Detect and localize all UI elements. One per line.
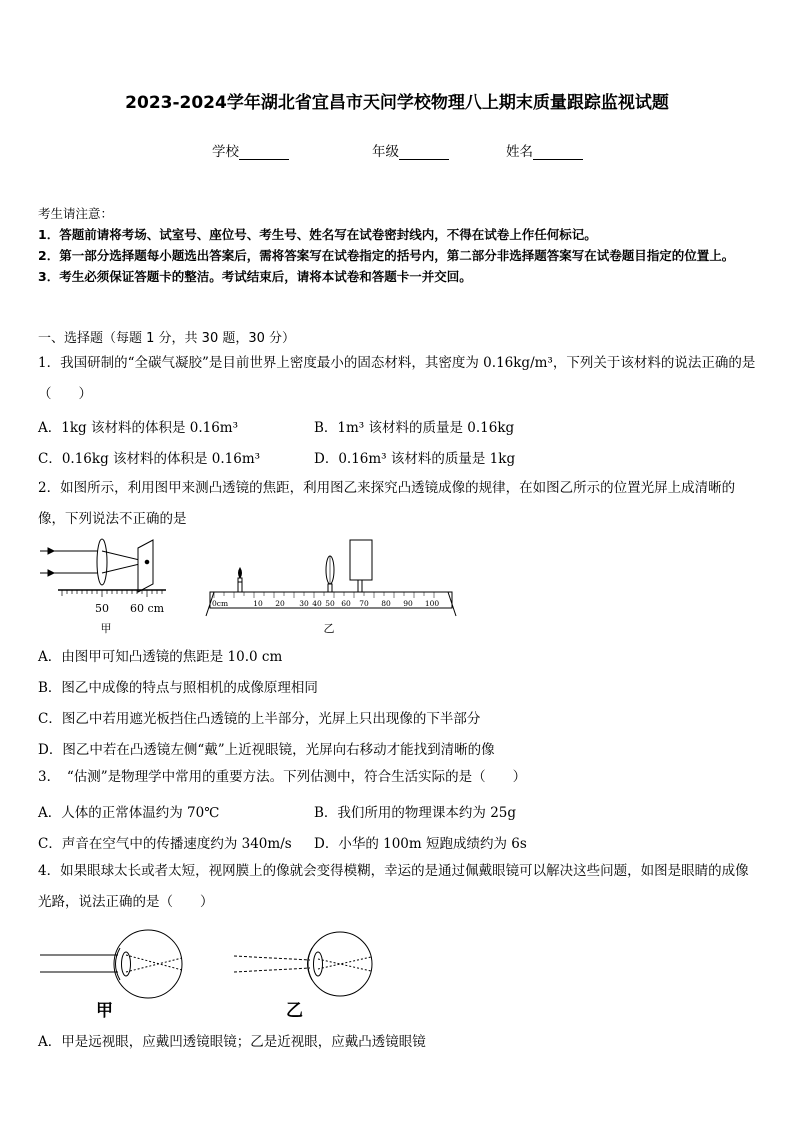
grade-label: 年级 [372,144,399,160]
yi-tick-80: 80 [381,599,391,608]
jia-tick-60: 60 cm [129,602,165,615]
q3-stem: 3． “估测”是物理学中常用的重要方法。下列估测中，符合生活实际的是（ ） [38,769,527,785]
q1-option-b[interactable]: B．1m³ 该材料的质量是 0.16kg [314,420,515,436]
notice-item-1: 1．答题前请将考场、试室号、座位号、考生号、姓名写在试卷密封线内，不得在试卷上作任何标记。 [38,227,597,242]
school-blank[interactable] [239,145,289,160]
q1-option-d[interactable]: D．0.16m³ 该材料的质量是 1kg [314,451,516,467]
notice-block [38,203,760,287]
grade-field[interactable] [372,140,449,160]
yi-tick-60: 60 [341,599,351,608]
school-label: 学校 [212,144,239,160]
yi-tick-0: 0cm [212,599,229,608]
q2-option-b[interactable]: B．图乙中成像的特点与照相机的成像原理相同 [38,680,318,696]
q3-option-c[interactable]: C．声音在空气中的传播速度约为 340m/s [38,836,292,852]
q4-eye-figure [38,922,383,1022]
q2-figure-yi [200,532,462,636]
eye-jia-caption: 甲 [96,1001,113,1021]
yi-tick-30: 30 [299,599,309,608]
q2-option-a[interactable]: A．由图甲可知凸透镜的焦距是 10.0 cm [38,649,283,665]
q3-option-a[interactable]: A．人体的正常体温约为 70℃ [38,805,220,821]
yi-tick-70: 70 [359,599,369,608]
q1-option-a[interactable]: A．1kg 该材料的体积是 0.16m³ [38,420,239,436]
yi-tick-50: 50 [325,599,335,608]
notice-item-2: 2．第一部分选择题每小题选出答案后，需将答案写在试卷指定的括号内，第二部分非选择题答案写在试卷题目指定的位置上。 [38,248,735,263]
q1-option-c[interactable]: C．0.16kg 该材料的体积是 0.16m³ [38,451,261,467]
q4-option-a[interactable]: A．甲是远视眼，应戴凹透镜眼镜；乙是近视眼，应戴凸透镜眼镜 [38,1034,426,1050]
jia-tick-50: 50 [95,602,109,615]
jia-caption: 甲 [100,622,112,635]
q1-stem: 1．我国研制的“全碳气凝胶”是目前世界上密度最小的固态材料，其密度为 0.16kg/m³，下列关于该材料的说法正确的是（ ） [38,355,756,402]
q2-option-c[interactable]: C．图乙中若用遮光板挡住凸透镜的上半部分，光屏上只出现像的下半部分 [38,711,481,727]
yi-caption: 乙 [323,622,335,635]
yi-tick-20: 20 [275,599,285,608]
grade-blank[interactable] [399,145,449,160]
name-blank[interactable] [533,145,583,160]
q2-figure-jia [40,538,180,636]
yi-tick-90: 90 [403,599,413,608]
notice-item-3: 3．考生必须保证答题卡的整洁。考试结束后，请将本试卷和答题卡一并交回。 [38,269,472,284]
q3-option-d[interactable]: D．小华的 100m 短跑成绩约为 6s [314,836,527,852]
school-field[interactable] [212,140,289,160]
q2-option-d[interactable]: D．图乙中若在凸透镜左侧“戴”上近视眼镜，光屏向右移动才能找到清晰的像 [38,742,495,758]
yi-tick-100: 100 [424,599,440,608]
q2-stem: 2．如图所示，利用图甲来测凸透镜的焦距，利用图乙来探究凸透镜成像的规律，在如图乙所示的位置光屏上成清晰的像，下列说法不正确的是 [38,480,736,527]
eye-yi-caption: 乙 [286,1001,303,1021]
yi-tick-10: 10 [253,599,263,608]
name-label: 姓名 [506,144,533,160]
yi-tick-40: 40 [312,599,322,608]
section-heading: 一、选择题（每题 1 分，共 30 题，30 分） [38,331,296,346]
name-field[interactable] [506,140,583,160]
q3-option-b[interactable]: B．我们所用的物理课本约为 25g [314,805,517,821]
page-title: 2023-2024学年湖北省宜昌市天问学校物理八上期末质量跟踪监视试题 [125,93,669,113]
q4-stem: 4．如果眼球太长或者太短，视网膜上的像就会变得模糊，幸运的是通过佩戴眼镜可以解决这些问题，如图是眼睛的成像光路，说法正确的是（ ） [38,863,749,910]
notice-heading: 考生请注意： [38,206,114,221]
